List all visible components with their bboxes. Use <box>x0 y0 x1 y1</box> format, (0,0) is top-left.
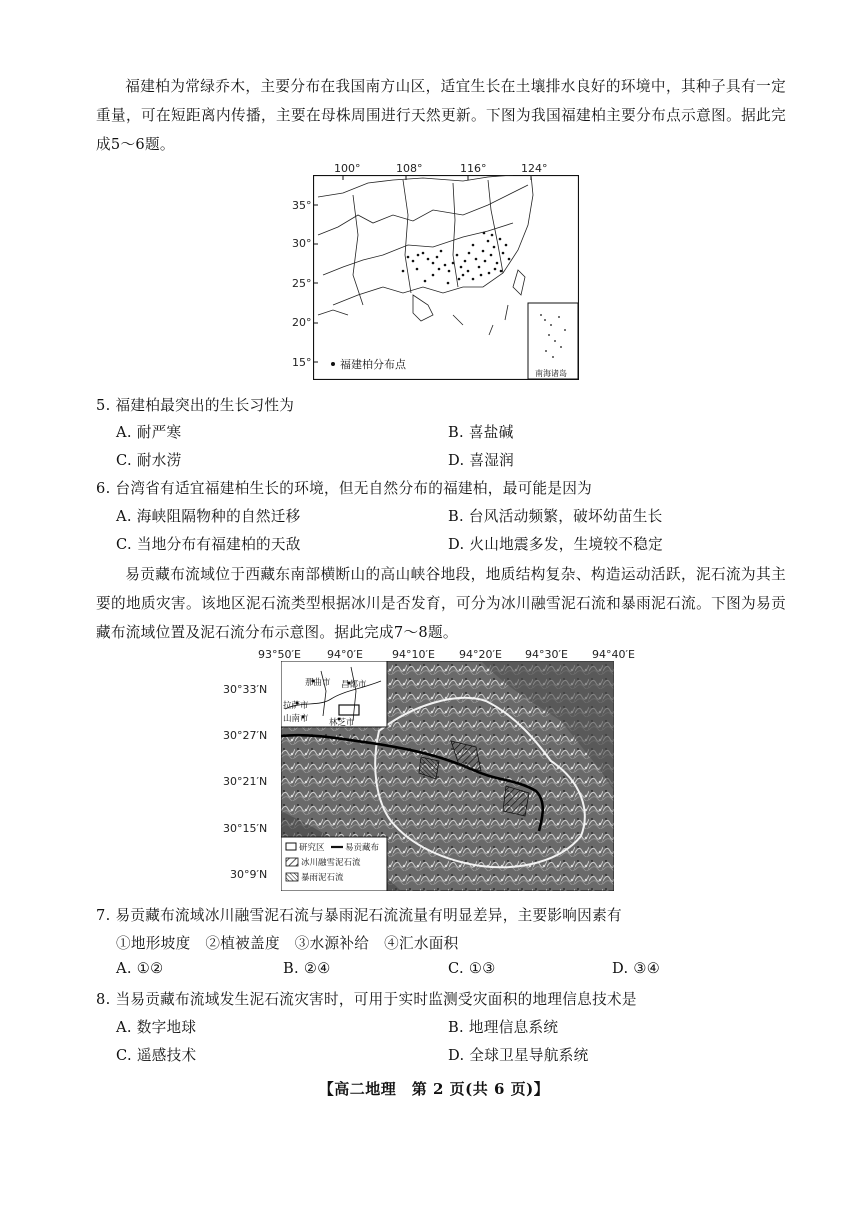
map2-lon-label: 93°50′E <box>258 648 301 661</box>
map2-lat-label: 30°33′N <box>223 683 268 696</box>
question-5-stem: 5. 福建柏最突出的生长习性为 <box>96 397 295 414</box>
q5-option-d: D. 喜湿润 <box>448 452 515 469</box>
map1-lon-label: 100° <box>334 162 361 175</box>
inset-city-label: 山南市 <box>283 714 309 724</box>
intro-paragraph-fujian-cypress: 福建柏为常绿乔木，主要分布在我国南方山区，适宜生长在土壤排水良好的环境中，其种子具有一定重量，可在短距离内传播，主要在母株周围进行天然更新。下图为我国福建柏主要分布点示意图。据此完成5～6题。 <box>96 78 786 153</box>
question-6-stem: 6. 台湾省有适宜福建柏生长的环境，但无自然分布的福建柏，最可能是因为 <box>96 480 593 497</box>
legend-study-area: 研究区 <box>299 843 325 853</box>
q7-option-a: A. ①② <box>116 960 164 977</box>
inset-city-label: 林芝市 <box>329 718 355 728</box>
map1-lon-label: 116° <box>460 162 487 175</box>
map2-lon-label: 94°0′E <box>327 648 363 661</box>
map1-lat-label: 25° <box>292 277 312 290</box>
q6-option-c: C. 当地分布有福建柏的天敌 <box>116 536 301 553</box>
question-7-stem: 7. 易贡藏布流域冰川融雪泥石流与暴雨泥石流流量有明显差异，主要影响因素有 <box>96 907 622 924</box>
q6-option-b: B. 台风活动频繁，破坏幼苗生长 <box>448 508 663 525</box>
map2-lon-label: 94°20′E <box>459 648 502 661</box>
inset-city-label: 拉萨市 <box>283 701 309 711</box>
inset-city-label: 那曲市 <box>305 678 331 688</box>
map2-lon-label: 94°40′E <box>592 648 635 661</box>
q5-option-a: A. 耐严寒 <box>116 424 182 441</box>
map2-lat-label: 30°27′N <box>223 729 268 742</box>
map1-lon-label: 124° <box>521 162 548 175</box>
map1-lat-label: 20° <box>292 316 312 329</box>
map1-lat-label: 35° <box>292 199 312 212</box>
map2-lat-label: 30°15′N <box>223 822 268 835</box>
map1-lat-label: 15° <box>292 356 312 369</box>
map1-inset-label: 南海诸岛 <box>535 369 567 378</box>
question-8-stem: 8. 当易贡藏布流域发生泥石流灾害时，可用于实时监测受灾面积的地理信息技术是 <box>96 991 637 1008</box>
map1-legend-dot <box>331 362 335 366</box>
q7-option-b: B. ②④ <box>283 960 331 977</box>
map2-lon-label: 94°10′E <box>392 648 435 661</box>
q6-option-d: D. 火山地震多发，生境较不稳定 <box>448 536 663 553</box>
q8-option-c: C. 遥感技术 <box>116 1047 197 1064</box>
q7-factors: ①地形坡度 ②植被盖度 ③水源补给 ④汇水面积 <box>116 935 459 952</box>
legend-glacial-debris-flow: 冰川融雪泥石流 <box>301 858 361 868</box>
page-footer: 【高二地理 第 2 页(共 6 页)】 <box>318 1080 550 1098</box>
map2-lat-label: 30°9′N <box>230 868 268 881</box>
map2-lat-label: 30°21′N <box>223 775 268 788</box>
q8-option-d: D. 全球卫星导航系统 <box>448 1047 589 1064</box>
legend-river: 易贡藏布 <box>345 843 380 853</box>
q8-option-b: B. 地理信息系统 <box>448 1019 559 1036</box>
map1-lat-label: 30° <box>292 237 312 250</box>
q6-option-a: A. 海峡阻隔物种的自然迁移 <box>116 508 301 525</box>
q7-option-c: C. ①③ <box>448 960 496 977</box>
inset-city-label: 昌都市 <box>341 680 367 690</box>
q5-option-b: B. 喜盐碱 <box>448 424 514 441</box>
legend-rainstorm-debris-flow: 暴雨泥石流 <box>301 873 344 883</box>
q5-option-c: C. 耐水涝 <box>116 452 182 469</box>
map2-lon-label: 94°30′E <box>525 648 568 661</box>
map1-legend-label: 福建柏分布点 <box>340 358 406 371</box>
q8-option-a: A. 数字地球 <box>116 1019 197 1036</box>
q7-option-d: D. ③④ <box>612 960 661 977</box>
yigong-debris-flow-map <box>281 661 614 891</box>
intro-paragraph-yigong-zangbo: 易贡藏布流域位于西藏东南部横断山的高山峡谷地段，地质结构复杂、构造运动活跃，泥石流为其主要的地质灾害。该地区泥石流类型根据冰川是否发育，可分为冰川融雪泥石流和暴雨泥石流。下图为易贡藏布流域位置及泥石流分布示意图。据此完成7～8题。 <box>96 566 786 641</box>
map1-lon-label: 108° <box>396 162 423 175</box>
fujian-cypress-distribution-map <box>313 175 579 380</box>
